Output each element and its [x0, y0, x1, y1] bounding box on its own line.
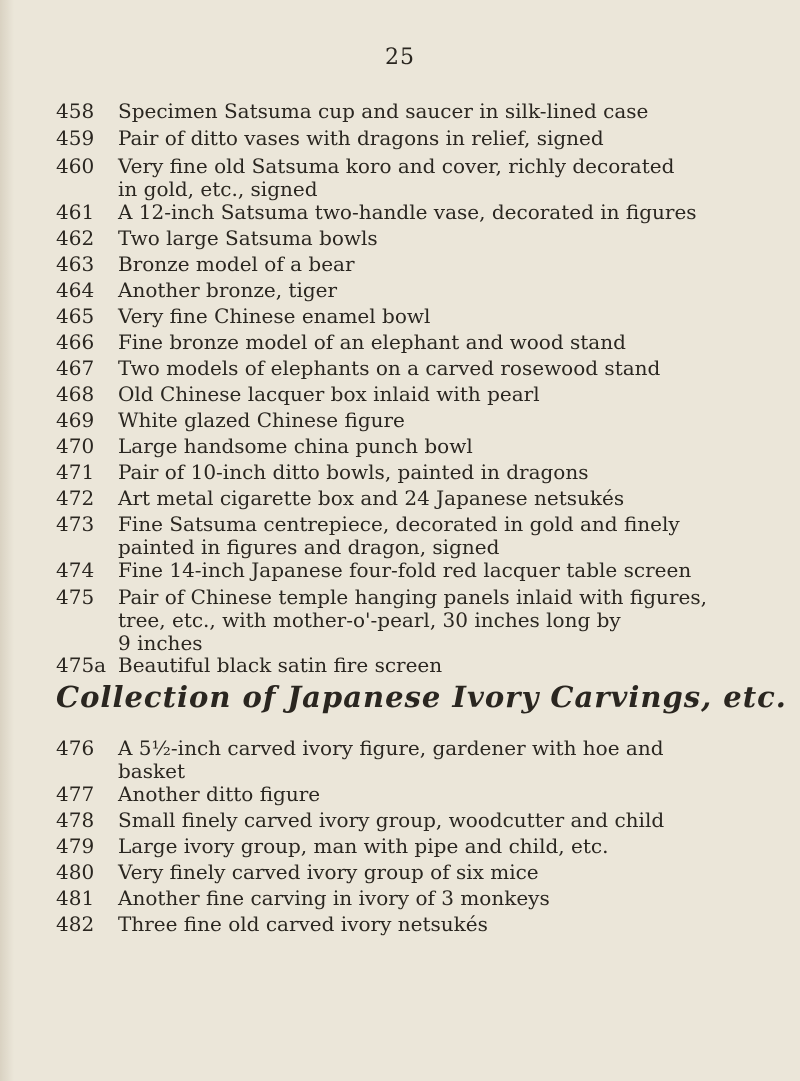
lot-468	[56, 383, 776, 406]
lot-477	[56, 783, 776, 806]
lot-description	[118, 383, 758, 406]
lot-description	[118, 409, 758, 432]
lot-number: 468	[56, 382, 95, 406]
lot-description	[118, 861, 758, 884]
lot-number: 467	[56, 356, 95, 380]
lot-description-line: in gold, etc., signed	[118, 177, 318, 201]
lot-description-line: tree, etc., with mother-o'-pearl, 30 inches long by	[118, 608, 621, 632]
lot-number: 473	[56, 512, 95, 536]
lot-466	[56, 331, 776, 354]
lot-462	[56, 227, 776, 250]
lot-475	[56, 586, 776, 655]
lot-number: 474	[56, 558, 95, 582]
lot-467	[56, 357, 776, 380]
lot-description-line: Another ditto figure	[118, 782, 321, 806]
lot-459	[56, 127, 776, 150]
lot-description-line: Two models of elephants on a carved rosewood stand	[118, 356, 661, 380]
lot-description-line: Three fine old carved ivory netsukés	[118, 912, 488, 936]
lot-number: 466	[56, 330, 95, 354]
lot-description	[118, 783, 758, 806]
lot-description	[118, 201, 758, 224]
lot-description-line: Fine 14-inch Japanese four-fold red lacquer table screen	[118, 558, 692, 582]
lot-number: 477	[56, 782, 95, 806]
page-edge-shadow	[0, 0, 14, 1081]
lot-number: 472	[56, 486, 95, 510]
lot-description-line: White glazed Chinese figure	[118, 408, 405, 432]
lot-description-line: Another fine carving in ivory of 3 monkeys	[118, 886, 550, 910]
lot-480	[56, 861, 776, 884]
lot-number: 462	[56, 226, 95, 250]
lot-464	[56, 279, 776, 302]
lot-description-line: Specimen Satsuma cup and saucer in silk-lined case	[118, 99, 649, 123]
lot-description	[118, 227, 758, 250]
lot-description	[118, 155, 758, 201]
lot-number: 481	[56, 886, 95, 910]
lot-description-line: Old Chinese lacquer box inlaid with pearl	[118, 382, 540, 406]
lot-description	[118, 305, 758, 328]
lot-description-line: Pair of 10-inch ditto bowls, painted in dragons	[118, 460, 589, 484]
lot-number: 469	[56, 408, 95, 432]
lot-482	[56, 913, 776, 936]
lot-description	[118, 357, 758, 380]
lot-number: 459	[56, 126, 95, 150]
lot-473	[56, 513, 776, 559]
lot-number: 476	[56, 736, 95, 760]
lot-description	[118, 835, 758, 858]
lot-description	[118, 513, 758, 559]
lot-461	[56, 201, 776, 224]
lot-472	[56, 487, 776, 510]
lot-description	[118, 253, 758, 276]
lot-description	[118, 487, 758, 510]
lot-469	[56, 409, 776, 432]
lot-number: 460	[56, 154, 95, 178]
lot-number: 475a	[56, 653, 107, 677]
lot-description-line: painted in figures and dragon, signed	[118, 535, 500, 559]
lot-description-line: Large handsome china punch bowl	[118, 434, 473, 458]
lot-number: 475	[56, 585, 95, 609]
lot-number: 471	[56, 460, 95, 484]
lot-number: 463	[56, 252, 95, 276]
lot-description-line: A 12-inch Satsuma two-handle vase, decorated in figures	[118, 200, 697, 224]
lot-number: 458	[56, 99, 95, 123]
lot-470	[56, 435, 776, 458]
lot-description-line: Very fine Chinese enamel bowl	[118, 304, 431, 328]
lot-description-line: Large ivory group, man with pipe and child, etc.	[118, 834, 609, 858]
lot-465	[56, 305, 776, 328]
section-heading: Collection of Japanese Ivory Carvings, etc.	[56, 680, 787, 714]
lot-description	[118, 331, 758, 354]
lot-description	[118, 809, 758, 832]
lot-description-line: Pair of ditto vases with dragons in relief, signed	[118, 126, 604, 150]
lot-number: 464	[56, 278, 95, 302]
lot-description-line: Very finely carved ivory group of six mice	[118, 860, 539, 884]
lot-number: 480	[56, 860, 95, 884]
lot-481	[56, 887, 776, 910]
lot-description	[118, 887, 758, 910]
lot-description	[118, 279, 758, 302]
lot-463	[56, 253, 776, 276]
lot-478	[56, 809, 776, 832]
lot-description-line: Fine bronze model of an elephant and wood stand	[118, 330, 626, 354]
lot-number: 470	[56, 434, 95, 458]
lot-description	[118, 586, 758, 655]
lot-description-line: Another bronze, tiger	[118, 278, 338, 302]
lot-description	[118, 435, 758, 458]
lot-460	[56, 155, 776, 201]
lot-description	[118, 100, 758, 123]
lot-description-line: A 5½-inch carved ivory figure, gardener with hoe and	[118, 736, 664, 760]
lot-description	[118, 127, 758, 150]
lot-description	[118, 913, 758, 936]
lot-description	[118, 737, 758, 783]
page-number: 25	[385, 45, 415, 70]
lot-476	[56, 737, 776, 783]
lot-number: 465	[56, 304, 95, 328]
lot-number: 482	[56, 912, 95, 936]
lot-description-line: Very fine old Satsuma koro and cover, richly decorated	[118, 154, 675, 178]
lot-description-line: Art metal cigarette box and 24 Japanese netsukés	[118, 486, 625, 510]
lot-description-line: Pair of Chinese temple hanging panels inlaid with figures,	[118, 585, 707, 609]
lot-458	[56, 100, 776, 123]
lot-description-line: Beautiful black satin fire screen	[118, 653, 443, 677]
lot-description-line: basket	[118, 759, 185, 783]
lot-number: 461	[56, 200, 95, 224]
lot-474	[56, 559, 776, 582]
lot-description-line: Two large Satsuma bowls	[118, 226, 378, 250]
lot-description-line: 9 inches	[118, 631, 203, 655]
lot-number: 479	[56, 834, 95, 858]
lot-description	[118, 654, 758, 677]
lot-description-line: Fine Satsuma centrepiece, decorated in gold and finely	[118, 512, 680, 536]
lot-description	[118, 461, 758, 484]
lot-479	[56, 835, 776, 858]
lot-description	[118, 559, 758, 582]
lot-471	[56, 461, 776, 484]
lot-description-line: Bronze model of a bear	[118, 252, 355, 276]
lot-description-line: Small finely carved ivory group, woodcutter and child	[118, 808, 665, 832]
lot-475a	[56, 654, 776, 677]
lot-number: 478	[56, 808, 95, 832]
